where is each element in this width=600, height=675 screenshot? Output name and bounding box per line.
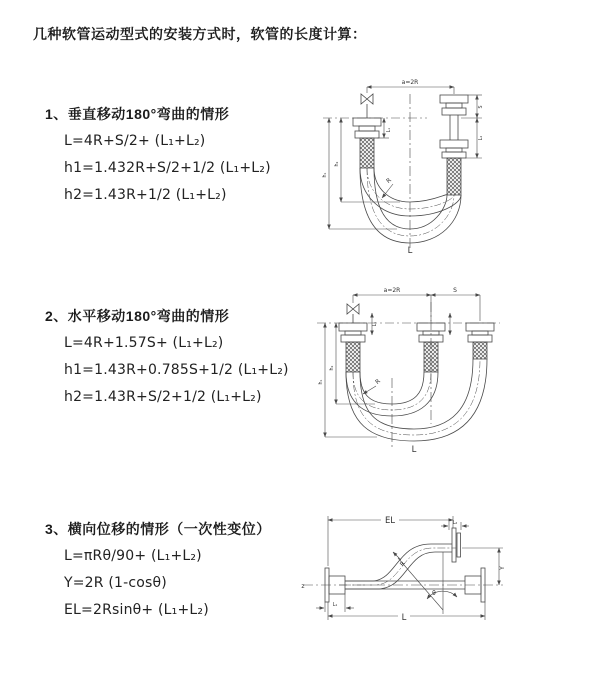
dimension-l — [328, 602, 485, 620]
axis-mark-z: z — [301, 583, 305, 590]
dimension-l1 — [372, 313, 450, 335]
formula-line: h2=1.43R+1/2 (L₁+L₂) — [64, 187, 227, 203]
middle-fitting — [417, 323, 445, 372]
dim-label-l: L — [411, 445, 417, 455]
dim-label-r: R — [398, 560, 407, 568]
diagram-horizontal-180-bend — [305, 282, 505, 456]
formula-line: L=4R+S/2+ (L₁+L₂) — [64, 133, 206, 149]
section-1 — [45, 104, 271, 209]
formula-line: L=4R+1.57S+ (L₁+L₂) — [64, 335, 224, 351]
left-fitting — [339, 323, 367, 372]
hose-curves — [360, 168, 461, 243]
braid-section — [473, 342, 487, 359]
hose-s-curve — [339, 544, 456, 589]
dimension-h1 — [329, 118, 397, 229]
dim-label-a2r: a=2R — [401, 79, 419, 86]
formula-line: h2=1.43R+S/2+1/2 (L₁+L₂) — [64, 389, 262, 405]
braid-section — [346, 342, 360, 372]
dim-label-r: R — [374, 377, 382, 386]
radius-leader — [393, 552, 401, 560]
braid-section — [447, 158, 461, 195]
dim-label-h1: h₁ — [323, 172, 328, 178]
dim-label-l2: L₂ — [452, 521, 458, 526]
angle-construction — [398, 552, 457, 614]
page-title: 几种软管运动型式的安装方式时，软管的长度计算： — [33, 26, 367, 42]
dim-label-h2: h₂ — [335, 161, 340, 167]
dim-label-h1: h₁ — [319, 379, 324, 385]
dimension-a2r — [367, 87, 454, 94]
section-3 — [45, 519, 271, 624]
section-1-heading: 1、垂直移动180°弯曲的情形 — [45, 106, 230, 122]
section-3-heading: 3、横向位移的情形（一次性变位） — [45, 521, 271, 537]
dim-label-h2: h₂ — [330, 365, 335, 371]
radius-leader — [363, 386, 376, 394]
dim-label-a2r: a=2R — [383, 287, 401, 294]
dim-label-s: S — [453, 287, 457, 294]
valve-icon — [361, 94, 373, 118]
radius-leader — [382, 184, 393, 198]
diagram-vertical-180-bend — [305, 72, 497, 256]
right-fitting — [440, 95, 468, 195]
dim-label-l1: L₁ — [373, 321, 378, 327]
section-2 — [45, 306, 289, 411]
formula-line: L=πRθ/90+ (L₁+L₂) — [64, 548, 202, 564]
dim-label-l1: L₁ — [387, 127, 392, 133]
dim-label-s: S — [479, 105, 484, 109]
dimension-h1 — [325, 323, 377, 437]
dim-label-l: L — [407, 246, 413, 256]
dimension-y — [462, 548, 503, 585]
dim-label-theta: θ — [432, 590, 436, 597]
braid-section — [360, 138, 374, 168]
left-fitting — [353, 118, 381, 168]
braid-section — [424, 342, 438, 372]
dim-label-y: Y — [499, 566, 506, 570]
formula-line: Y=2R (1-cosθ) — [64, 575, 167, 591]
formula-line: h1=1.432R+S/2+1/2 (L₁+L₂) — [64, 160, 271, 176]
formula-line: h1=1.43R+0.785S+1/2 (L₁+L₂) — [64, 362, 289, 378]
formula-line: EL=2Rsinθ+ (L₁+L₂) — [64, 602, 209, 618]
right-fitting — [466, 323, 494, 359]
section-2-heading: 2、水平移动180°弯曲的情形 — [45, 308, 230, 324]
dim-label-el: EL — [384, 516, 396, 526]
valve-icon — [347, 304, 359, 323]
dim-label-l1: L₁ — [332, 603, 338, 608]
dim-label-l2: L₂ — [479, 135, 484, 141]
dim-label-l: L — [401, 613, 407, 623]
hose-curves — [346, 359, 487, 441]
diagram-lateral-displacement — [295, 500, 510, 626]
dim-label-r: R — [385, 176, 393, 185]
upper-flange — [452, 528, 461, 562]
